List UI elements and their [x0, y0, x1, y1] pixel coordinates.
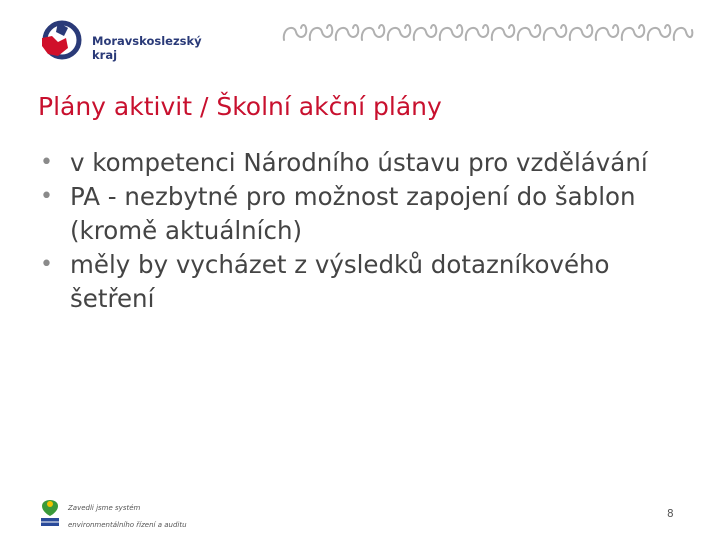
- bullet-item: [40, 248, 690, 316]
- bullet-list: [40, 146, 690, 316]
- bullet-icon: •: [40, 184, 53, 209]
- region-logo-name-line1: Moravskoslezský: [92, 34, 202, 48]
- footer-line2: environmentálního řízení a auditu: [68, 521, 187, 529]
- emas-icon: [38, 494, 62, 528]
- bullet-item: [40, 180, 690, 248]
- region-logo-text: [92, 34, 202, 62]
- moravskoslezsky-kraj-logo-icon: [38, 16, 90, 64]
- region-logo: [38, 16, 202, 64]
- bullet-text: v kompetenci Národního ústavu pro vzdělávání: [70, 148, 648, 177]
- wave-ornament-icon: [280, 20, 696, 46]
- bullet-icon: •: [40, 150, 53, 175]
- bullet-text: PA - nezbytné pro možnost zapojení do šablon (kromě aktuálních): [70, 182, 636, 245]
- footer-line1: Zavedli jsme systém: [68, 504, 141, 512]
- region-logo-name-line2: kraj: [92, 48, 118, 62]
- bullet-item: [40, 146, 690, 180]
- footer-text: [68, 500, 187, 534]
- bullet-icon: •: [40, 252, 53, 277]
- bullet-text: měly by vycházet z výsledků dotazníkového šetření: [70, 250, 610, 313]
- page-number: 8: [667, 508, 674, 520]
- slide-title: Plány aktivit / Školní akční plány: [38, 92, 442, 121]
